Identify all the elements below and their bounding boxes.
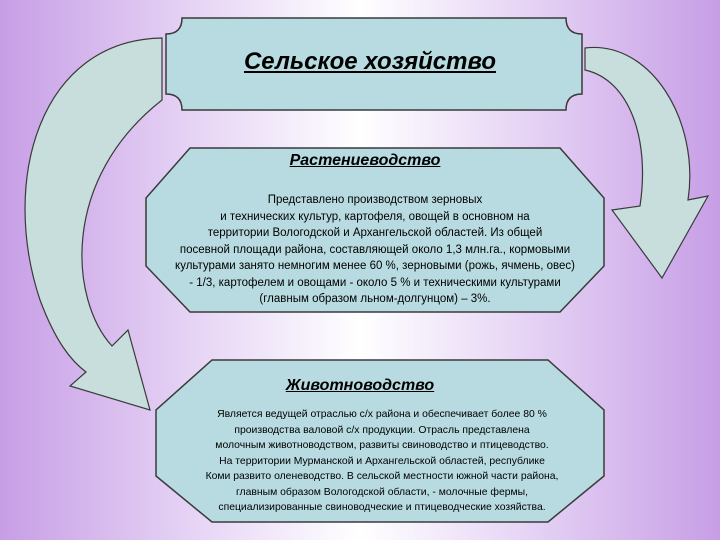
crop-title: Растениеводство bbox=[289, 152, 441, 169]
crop-line: и технических культур, картофеля, овощей в основном на bbox=[220, 210, 530, 223]
livestock-line: молочным животноводством, развиты свиноводство и птицеводство. bbox=[215, 440, 549, 451]
livestock-line: производства валовой с/х продукции. Отрасль представлена bbox=[234, 424, 530, 436]
page-title: Сельское хозяйство bbox=[243, 48, 497, 75]
crop-line: (главным образом льном-долгунцом) – 3%. bbox=[259, 293, 491, 305]
livestock-line: На территории Мурманской и Архангельской областей, республике bbox=[219, 455, 545, 467]
livestock-line: Является ведущей отраслью с/х района и обеспечивает более 80 % bbox=[217, 409, 547, 420]
livestock-line: главным образом Вологодской области, - молочные фермы, bbox=[235, 486, 529, 498]
crop-line: Представлено производством зерновых bbox=[267, 194, 483, 206]
livestock-line: специализированные свиноводческие и птицеводческие хозяйства. bbox=[218, 502, 546, 513]
livestock-body bbox=[172, 407, 592, 516]
crop-line: - 1/3, картофелем и овощами - около 5 % и техническими культурами bbox=[189, 276, 561, 289]
livestock-title: Животноводство bbox=[285, 377, 435, 394]
crop-line: посевной площади района, составляющей около 1,3 млн.га., кормовыми bbox=[179, 243, 571, 256]
crop-line: территории Вологодской и Архангельской областей. Из общей bbox=[207, 227, 543, 239]
crop-body bbox=[150, 192, 600, 308]
crop-line: культурами занято немногим менее 60 %, зерновыми (рожь, ячмень, овес) bbox=[175, 260, 575, 272]
livestock-line: Коми развито оленеводство. В сельской местности южной части района, bbox=[205, 471, 559, 482]
